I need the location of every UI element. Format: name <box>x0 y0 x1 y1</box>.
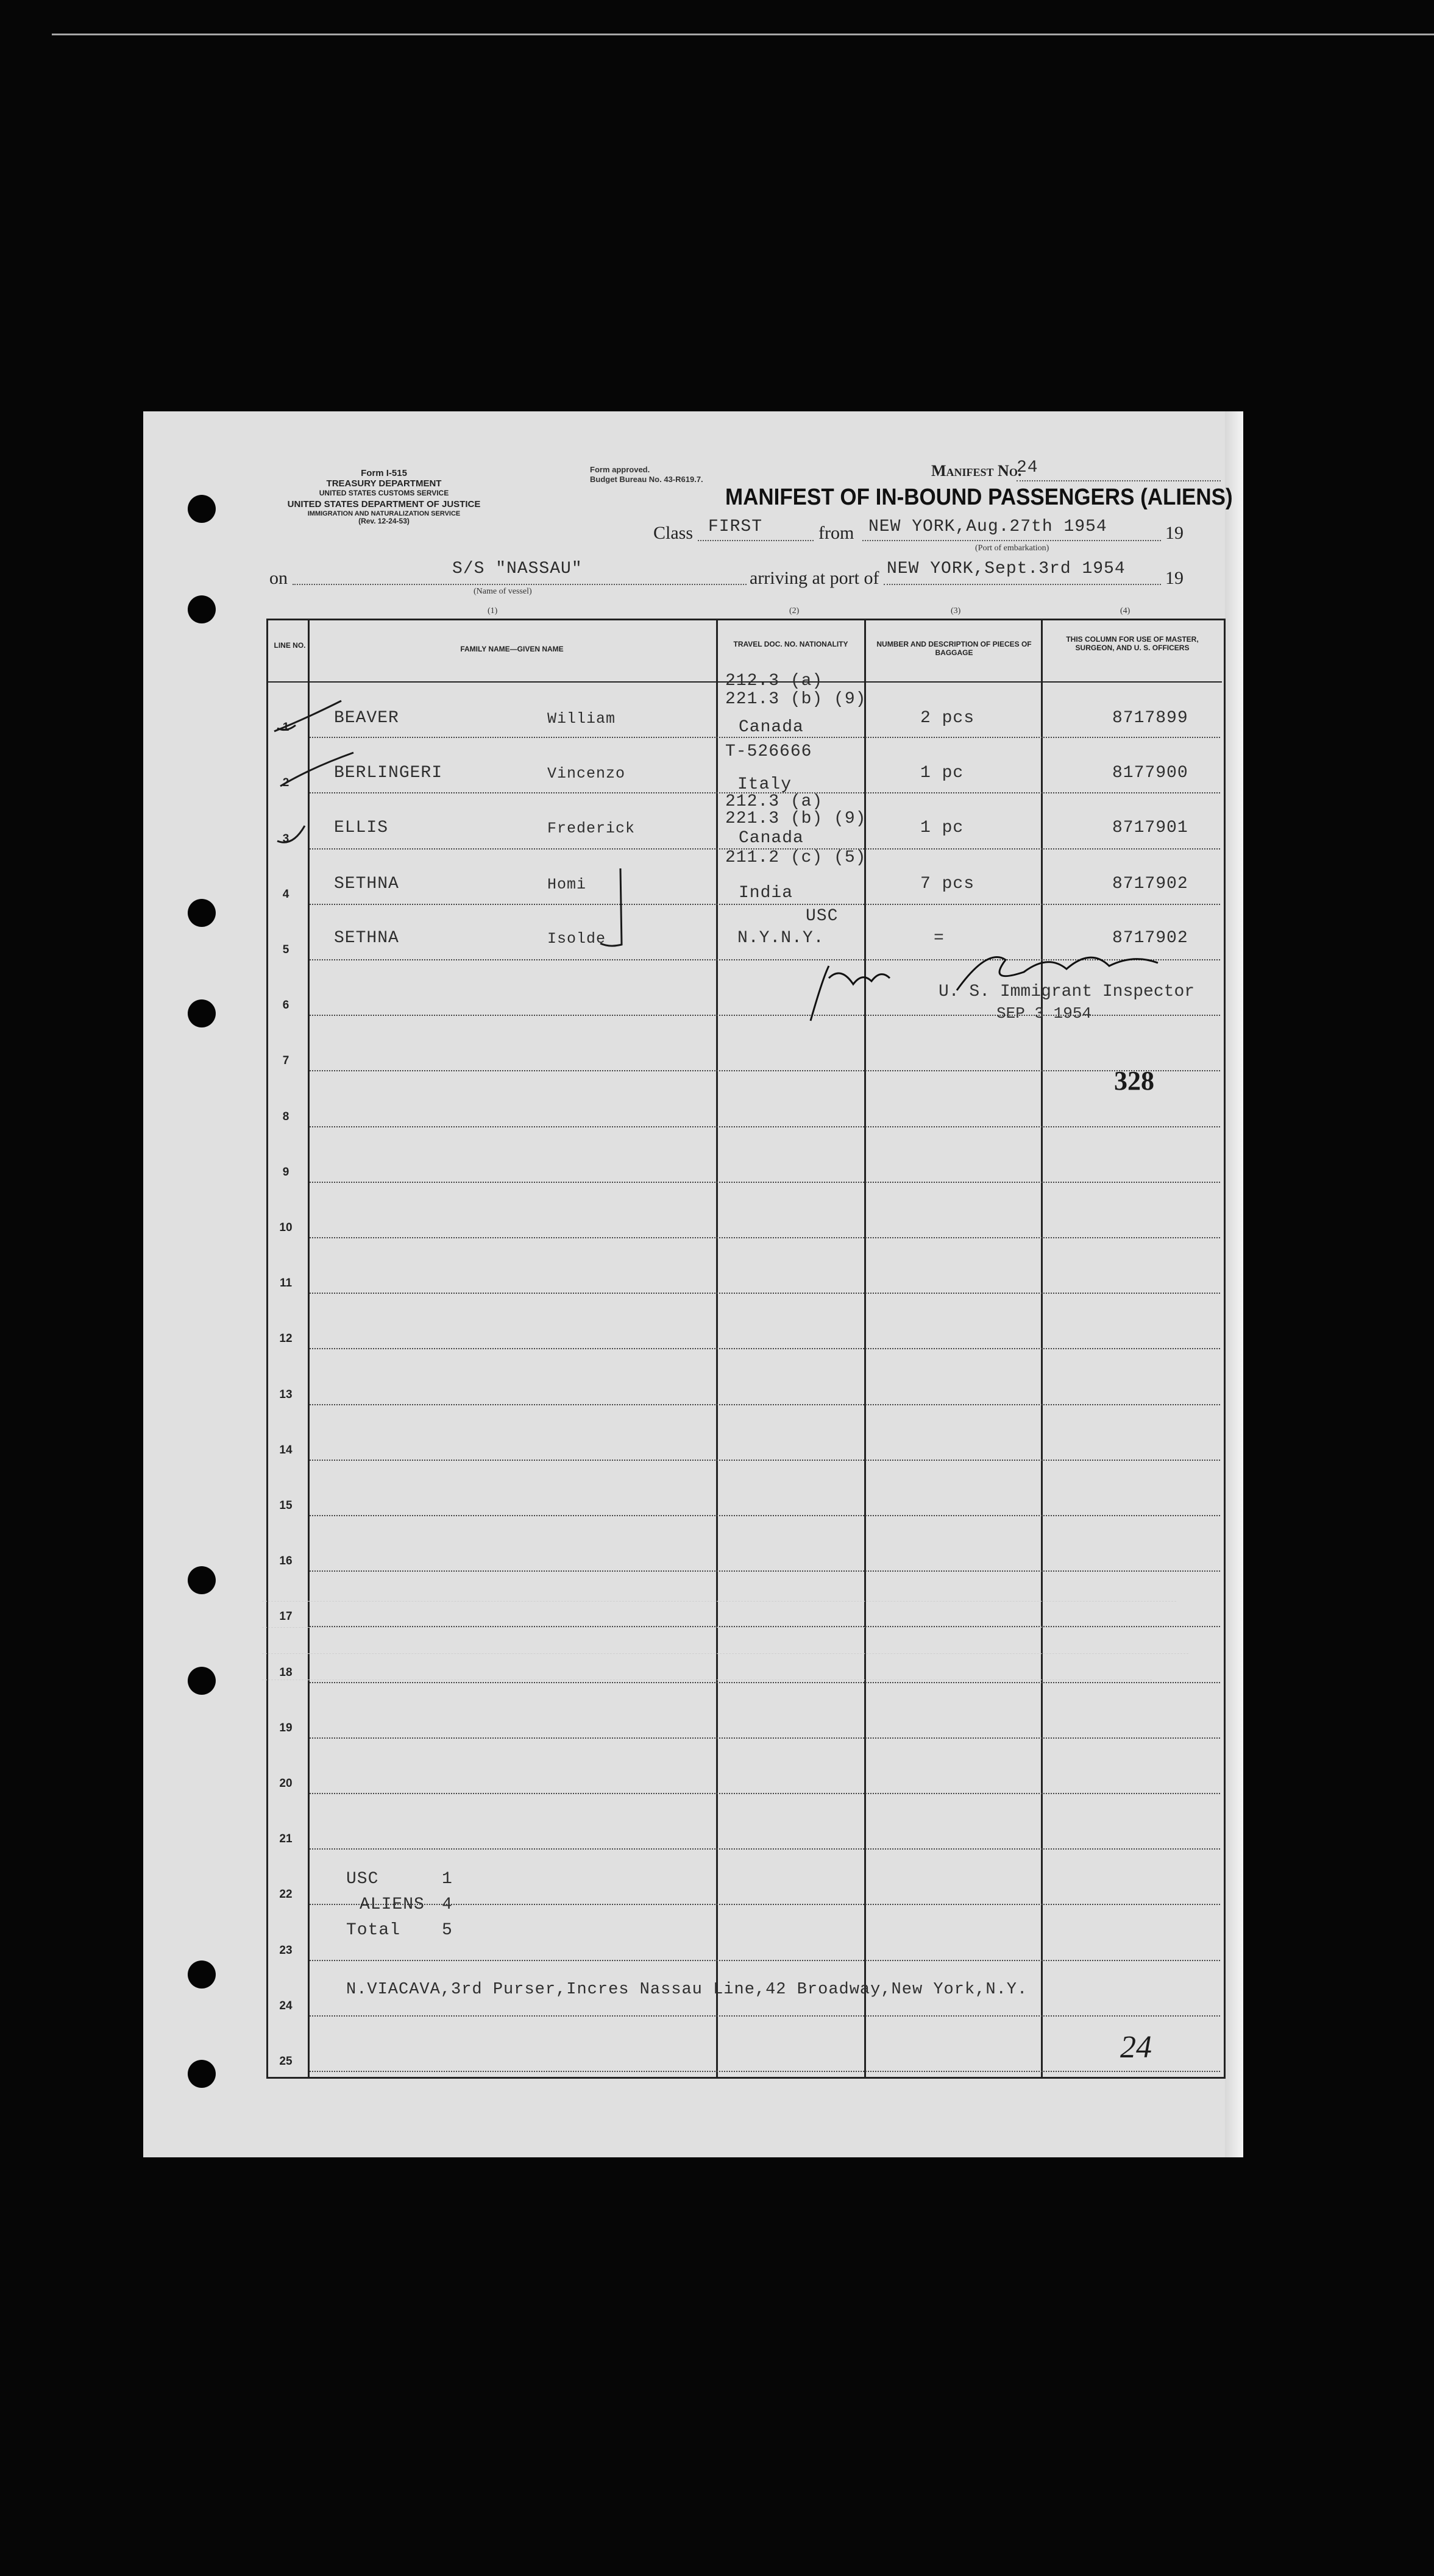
bracket-stroke <box>597 865 634 951</box>
row-number: 15 <box>279 1499 293 1512</box>
row-rule <box>310 1682 1220 1683</box>
aliens-label: ALIENS <box>360 1895 425 1914</box>
inspector-stamp: U. S. Immigrant Inspector <box>939 982 1195 1001</box>
col-header-baggage: NUMBER AND DESCRIPTION OF PIECES OF BAGGAGE <box>876 640 1032 658</box>
column-number-1: (1) <box>488 606 498 616</box>
row-number: 16 <box>279 1555 293 1567</box>
given-name: Isolde <box>547 930 606 948</box>
manifest-no-value: 24 <box>1017 458 1038 477</box>
family-name: SETHNA <box>334 875 399 893</box>
binder-hole <box>188 495 216 523</box>
class-label: Class <box>653 523 694 543</box>
binder-hole <box>188 1960 216 1989</box>
row-number: 18 <box>279 1666 293 1679</box>
manifest-no-label: Manifest No. <box>931 462 1022 480</box>
row-rule <box>310 1515 1220 1516</box>
row-number: 23 <box>279 1944 293 1957</box>
class-value: FIRST <box>708 517 763 536</box>
binder-hole <box>188 1667 216 1695</box>
row-rule <box>310 1848 1220 1850</box>
binder-hole <box>188 595 216 623</box>
row-number: 6 <box>282 999 289 1012</box>
col-header-name: FAMILY NAME—GIVEN NAME <box>460 645 564 653</box>
row-rule <box>310 1570 1220 1572</box>
treasury-department: TREASURY DEPARTMENT <box>326 478 442 489</box>
row-rule <box>310 1737 1220 1739</box>
row-rule <box>310 1182 1220 1183</box>
officer-number: 8717902 <box>1112 875 1188 893</box>
baggage: = <box>934 929 945 948</box>
aliens-value: 4 <box>442 1895 453 1914</box>
year-label: 19 <box>1165 523 1184 543</box>
column-number-2: (2) <box>789 606 800 616</box>
form-number: Form I-515 <box>361 468 407 478</box>
usc-label: USC <box>346 1870 379 1889</box>
row-number: 9 <box>282 1166 289 1179</box>
row-number: 2 <box>282 776 289 789</box>
port-embarkation-note: (Port of embarkation) <box>975 544 1049 553</box>
revision-date: (Rev. 12-24-53) <box>358 517 410 526</box>
sheet-edge <box>1225 411 1243 2157</box>
row-number: 20 <box>279 1777 293 1790</box>
col-header-officers: THIS COLUMN FOR USE OF MASTER, SURGEON, AND U. S. OFFICERS <box>1066 635 1199 653</box>
usc-value: 1 <box>442 1870 453 1889</box>
column-number-4: (4) <box>1120 606 1131 616</box>
row-rule <box>310 1793 1220 1794</box>
travel-doc-b: 221.3 (b) (9) <box>725 809 867 828</box>
nationality: Canada <box>739 829 804 848</box>
officer-number: 8717899 <box>1112 709 1188 728</box>
row-number: 7 <box>282 1054 289 1067</box>
manifest-no-line <box>1017 480 1221 481</box>
travel-doc-a: 212.3 (a) <box>725 672 823 690</box>
stamp-number: 328 <box>1114 1066 1154 1096</box>
total-value: 5 <box>442 1921 453 1940</box>
given-name: Homi <box>547 876 587 893</box>
row-number: 19 <box>279 1722 293 1734</box>
col-header-travel-doc: TRAVEL DOC. NO. NATIONALITY <box>733 640 848 648</box>
row-rule <box>310 2015 1220 2017</box>
row-number: 3 <box>282 832 289 845</box>
check-mark <box>280 753 353 786</box>
check-mark <box>277 826 305 842</box>
baggage: 1 pc <box>920 818 964 837</box>
row-rule <box>310 1460 1220 1461</box>
class-line <box>698 540 814 541</box>
row-number: 22 <box>279 1888 293 1901</box>
nationality: India <box>739 884 793 903</box>
page-title: MANIFEST OF IN-BOUND PASSENGERS (ALIENS) <box>725 484 1233 510</box>
family-name: SETHNA <box>334 929 399 948</box>
row-number: 5 <box>282 943 289 956</box>
row-number: 11 <box>279 1277 293 1290</box>
given-name: Vincenzo <box>547 765 626 782</box>
budget-bureau: Budget Bureau No. 43-R619.7. <box>590 475 703 484</box>
justice-department: UNITED STATES DEPARTMENT OF JUSTICE <box>287 499 481 510</box>
ins-service: IMMIGRATION AND NATURALIZATION SERVICE <box>307 509 461 517</box>
baggage: 7 pcs <box>920 875 975 893</box>
binder-hole <box>188 999 216 1027</box>
col-header-line-no: LINE NO. <box>274 641 306 650</box>
row-number: 24 <box>279 1999 293 2012</box>
baggage: 2 pcs <box>920 709 975 728</box>
film-edge-line <box>52 34 1434 35</box>
row-number: 25 <box>279 2055 293 2068</box>
arriving-label: arriving at port of <box>750 568 879 588</box>
form-header-block <box>268 468 500 526</box>
given-name: Frederick <box>547 820 636 837</box>
family-name: BERLINGERI <box>334 764 443 782</box>
row-rule <box>310 904 1220 905</box>
row-rule <box>310 1126 1220 1127</box>
row-rule <box>310 2071 1220 2072</box>
officer-number: 8717901 <box>1112 818 1188 837</box>
row-rule <box>310 1404 1220 1405</box>
customs-service: UNITED STATES CUSTOMS SERVICE <box>319 488 449 497</box>
nationality: N.Y.N.Y. <box>737 929 825 948</box>
officer-number: 8177900 <box>1112 764 1188 782</box>
row-rule <box>310 1237 1220 1238</box>
total-label: Total <box>346 1921 401 1940</box>
vessel-line <box>293 584 747 585</box>
binder-hole <box>188 1566 216 1594</box>
year-label-2: 19 <box>1165 568 1184 588</box>
check-marks <box>268 695 414 865</box>
check-mark <box>274 701 341 731</box>
row-number: 4 <box>282 888 289 901</box>
row-number: 8 <box>282 1110 289 1123</box>
row-number: 10 <box>279 1221 293 1234</box>
vessel-note: (Name of vessel) <box>474 587 532 596</box>
from-line <box>862 540 1161 541</box>
column-number-3: (3) <box>951 606 961 616</box>
row-rule <box>310 1070 1220 1071</box>
travel-doc-a: USC <box>806 907 839 926</box>
travel-doc-a: 211.2 (c) (5) <box>725 848 867 867</box>
row-rule <box>310 1348 1220 1349</box>
row-number: 1 <box>282 721 289 734</box>
travel-doc-b: 221.3 (b) (9) <box>725 690 867 709</box>
row-number: 17 <box>279 1610 293 1623</box>
row-number: 21 <box>279 1833 293 1845</box>
binder-hole <box>188 899 216 927</box>
travel-doc-a: T-526666 <box>725 742 812 761</box>
vessel-name: S/S "NASSAU" <box>452 559 583 578</box>
form-approved: Form approved. <box>590 465 650 474</box>
from-value: NEW YORK,Aug.27th 1954 <box>868 517 1107 536</box>
row-number: 13 <box>279 1388 293 1401</box>
arriving-value: NEW YORK,Sept.3rd 1954 <box>887 559 1126 578</box>
officer-number: 8717902 <box>1112 929 1188 948</box>
family-name: ELLIS <box>334 818 389 837</box>
baggage: 1 pc <box>920 764 964 782</box>
row-rule <box>310 737 1220 738</box>
arriving-line <box>884 584 1161 585</box>
page-number: 24 <box>1120 2030 1152 2065</box>
nationality: Italy <box>737 775 792 794</box>
bleed-through-text <box>262 1575 1201 1680</box>
binder-hole <box>188 2060 216 2088</box>
stamp-date: SEP 3 1954 <box>996 1004 1092 1023</box>
from-label: from <box>818 523 854 543</box>
row-number: 14 <box>279 1444 293 1457</box>
row-number: 12 <box>279 1332 293 1345</box>
travel-doc-a: 212.3 (a) <box>725 792 823 811</box>
given-name: William <box>547 710 616 728</box>
row-rule <box>310 1293 1220 1294</box>
purser-line: N.VIACAVA,3rd Purser,Incres Nassau Line,42 Broadway,New York,N.Y. <box>346 1981 1028 1999</box>
row-rule <box>310 1960 1220 1961</box>
nationality: Canada <box>739 718 804 737</box>
on-label: on <box>269 568 288 588</box>
family-name: BEAVER <box>334 709 399 728</box>
